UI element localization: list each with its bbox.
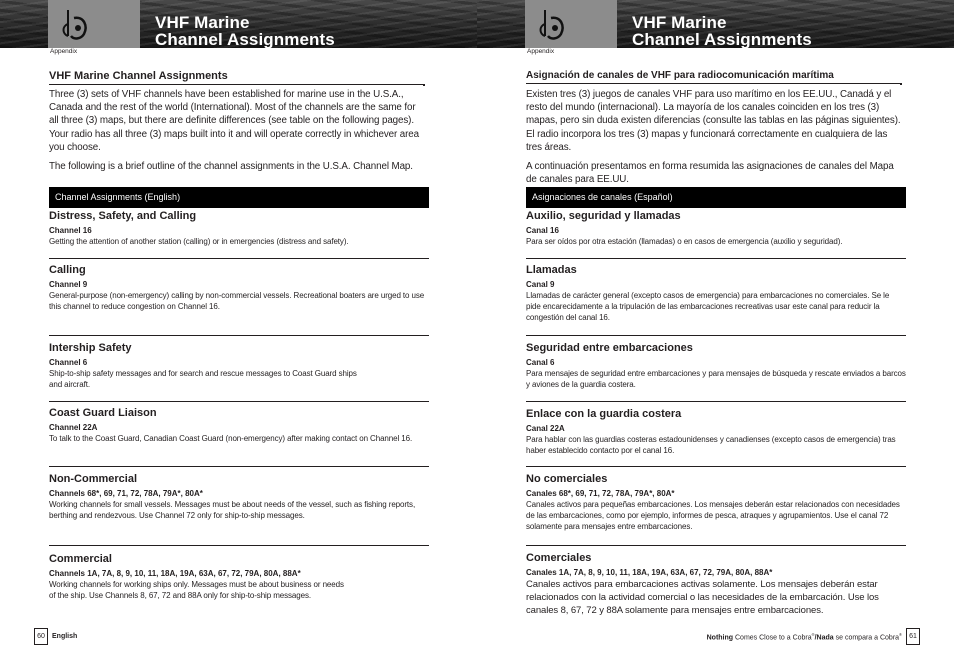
page-title: VHF Marine Channel Assignments bbox=[155, 13, 335, 49]
radio-handset-icon bbox=[531, 6, 571, 44]
intro-text bbox=[49, 88, 425, 179]
entry-description: Ship-to-ship safety messages and for search and rescue messages to Coast Guard ships bbox=[49, 369, 357, 378]
channel-entry bbox=[49, 264, 429, 312]
entry-description: Para ser oídos por otra estación (llamadas) o en casos de emergencia (auxilio y seguridad). bbox=[526, 237, 843, 246]
entry-title: No comerciales bbox=[526, 473, 608, 485]
entry-description: Getting the attention of another station (calling) or in emergencies (distress and safety). bbox=[49, 237, 349, 246]
entry-channel: Canales 1A, 7A, 8, 9, 10, 11, 18A, 19A, 63A, 67, 72, 79A, 80A, 88A* bbox=[526, 568, 773, 577]
right-page bbox=[477, 0, 954, 668]
entry-channel: Channels 68*, 69, 71, 72, 78A, 79A*, 80A* bbox=[49, 489, 203, 498]
channel-entry bbox=[526, 210, 906, 247]
section-bar: Asignaciones de canales (Español) bbox=[526, 187, 906, 208]
entry-description: Llamadas de carácter general (excepto casos de emergencia) para embarcaciones no comerciales. Se le pide encarecidamente a la tripulación de las embarcaciones recreativas usar este canal para reducir la congestión del canal 16. bbox=[526, 291, 890, 322]
section-tag: Appendix bbox=[527, 48, 555, 55]
entry-description: Canales activos para embarcaciones activas solamente. Los mensajes deberán estar relacionados con la actividad comercial o las necesidades de la embarcación. Use los canales 8, 67, 72 y 88A solamente para mensajes entre embarcaciones. bbox=[526, 579, 879, 616]
divider bbox=[526, 545, 906, 546]
page-title: VHF Marine Channel Assignments bbox=[632, 13, 812, 49]
entry-channel: Channel 9 bbox=[49, 280, 88, 289]
divider bbox=[526, 258, 906, 259]
intro-paragraph: A continuación presentamos en forma resumida las asignaciones de canales del Mapa de canales para EE.UU. bbox=[526, 161, 894, 186]
entry-description: To talk to the Coast Guard, Canadian Coast Guard (non-emergency) after making contact on Channel 16. bbox=[49, 434, 413, 443]
entry-description: Working channels for working ships only. Messages must be about business or needs bbox=[49, 580, 344, 589]
divider bbox=[49, 401, 429, 402]
entry-title: Calling bbox=[49, 264, 86, 276]
entry-channel: Channel 16 bbox=[49, 226, 92, 235]
divider bbox=[49, 258, 429, 259]
entry-channel: Canal 6 bbox=[526, 358, 555, 367]
intro-paragraph: Three (3) sets of VHF channels have been established for marine use in the U.S.A., Canada and the rest of the world (International). Most of the channels are the same for all three (3) maps, but there are definite differences (see table on the following pages). Your radio has all three (3) maps built into it and will operate correctly in whichever area you choose. bbox=[49, 89, 419, 153]
section-bar: Channel Assignments (English) bbox=[49, 187, 429, 208]
entry-title: Enlace con la guardia costera bbox=[526, 408, 682, 420]
divider bbox=[49, 545, 429, 546]
entry-description: Working channels for small vessels. Messages must be about needs of the vessel, such as fishing reports, berthing and rendezvous. Use Channel 72 only for ship-to-ship messages. bbox=[49, 500, 416, 520]
entry-title: Commercial bbox=[49, 553, 112, 565]
page-language-label: English bbox=[52, 633, 78, 640]
entry-title: Auxilio, seguridad y llamadas bbox=[526, 210, 681, 222]
entry-channel: Canales 68*, 69, 71, 72, 78A, 79A*, 80A* bbox=[526, 489, 675, 498]
entry-description: Para mensajes de seguridad entre embarcaciones y para mensajes de búsqueda y rescate enviados a barcos y aviones de la guardia costera. bbox=[526, 369, 906, 389]
page-footer bbox=[34, 628, 77, 645]
channel-entry bbox=[49, 210, 429, 247]
channel-entry bbox=[49, 553, 429, 601]
entry-description: Para hablar con las guardias costeras estadounidenses y canadienses (excepto casos de emergencia) tras haber establecido contacto por el canal 16. bbox=[526, 435, 896, 455]
intro-paragraph: The following is a brief outline of the channel assignments in the U.S.A. Channel Map. bbox=[49, 161, 413, 173]
channel-entry bbox=[526, 342, 906, 390]
divider bbox=[49, 335, 429, 336]
entry-channel: Channels 1A, 7A, 8, 9, 10, 11, 18A, 19A, 63A, 67, 72, 79A, 80A, 88A* bbox=[49, 569, 301, 578]
entry-description: and aircraft. bbox=[49, 380, 90, 389]
page-footer bbox=[707, 628, 920, 645]
section-tag: Appendix bbox=[50, 48, 78, 55]
entry-title: Non-Commercial bbox=[49, 473, 138, 485]
entry-channel: Channel 6 bbox=[49, 358, 88, 367]
entry-description: Canales activos para pequeñas embarcaciones. Los mensajes deberán estar relacionados con necesidades de las embarcaciones, como por ejemplo, informes de pesca, atraques y agrupamientos. Use el canal 72 solamente para mensajes entre embarcaciones. bbox=[526, 500, 900, 531]
handset-logo bbox=[48, 0, 140, 48]
divider bbox=[526, 335, 906, 336]
entry-channel: Canal 16 bbox=[526, 226, 559, 235]
entry-title: Llamadas bbox=[526, 264, 577, 276]
intro-paragraph: Existen tres (3) juegos de canales VHF para uso marítimo en los EE.UU., Canadá y el resto del mundo (internacional). La mayoría de los canales coinciden en los tres (3) mapas, pero sin duda existen diferencias (consulte las tablas en las páginas siguientes). El radio incorpora los tres (3) mapas y funcionará correctamente en cualquiera de las tres áreas. bbox=[526, 89, 901, 153]
footer-tagline: Nothing Comes Close to a Cobra®/Nada se compara a Cobra® bbox=[706, 631, 902, 642]
channel-entry bbox=[49, 342, 429, 390]
channel-entry bbox=[49, 473, 429, 521]
intro-text bbox=[526, 88, 902, 192]
divider bbox=[49, 466, 429, 467]
section-heading: VHF Marine Channel Assignments bbox=[49, 70, 423, 85]
channel-entry bbox=[526, 264, 906, 323]
entry-title: Coast Guard Liaison bbox=[49, 407, 157, 419]
entry-channel: Canal 9 bbox=[526, 280, 555, 289]
entry-description: of the ship. Use Channels 8, 67, 72 and 88A only for ship-to-ship messages. bbox=[49, 591, 311, 600]
channel-entry bbox=[49, 407, 429, 444]
entry-title: Comerciales bbox=[526, 552, 592, 564]
divider bbox=[526, 401, 906, 402]
header-banner bbox=[477, 0, 954, 48]
entry-title: Distress, Safety, and Calling bbox=[49, 210, 197, 222]
entry-channel: Canal 22A bbox=[526, 424, 565, 433]
channel-entry bbox=[526, 473, 906, 532]
entry-title: Intership Safety bbox=[49, 342, 132, 354]
radio-handset-icon bbox=[54, 6, 94, 44]
entry-description: General-purpose (non-emergency) calling by non-commercial vessels. Recreational boaters are urged to use this channel to reduce congestion on Channel 16. bbox=[49, 291, 425, 311]
handset-logo bbox=[525, 0, 617, 48]
header-banner bbox=[0, 0, 477, 48]
page-number: 61 bbox=[906, 628, 920, 645]
entry-channel: Channel 22A bbox=[49, 423, 98, 432]
section-heading: Asignación de canales de VHF para radiocomunicación marítima bbox=[526, 70, 900, 84]
channel-entry bbox=[526, 408, 906, 456]
page-number: 60 bbox=[34, 628, 48, 645]
channel-entry bbox=[526, 552, 906, 617]
divider bbox=[526, 466, 906, 467]
entry-title: Seguridad entre embarcaciones bbox=[526, 342, 693, 354]
